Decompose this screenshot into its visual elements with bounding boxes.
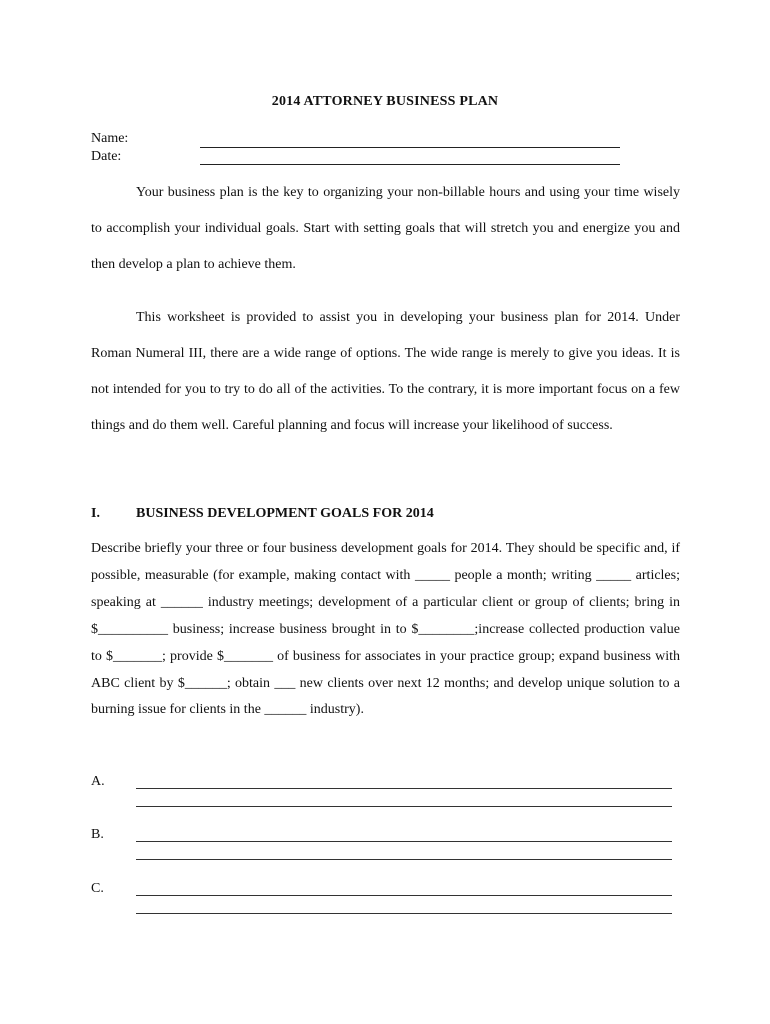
goal-c-label: C. [91, 881, 104, 896]
goal-a-line-1[interactable] [136, 788, 672, 789]
section-1-numeral: I. [91, 506, 100, 521]
goal-a-label: A. [91, 774, 105, 789]
goal-b-line-1[interactable] [136, 841, 672, 842]
goal-b-line-2[interactable] [136, 859, 672, 860]
intro-paragraph-2-text: This worksheet is provided to assist you in developing your business plan for 2014. Under Roman Numeral III, there are a wide range of options. The wide range is merely to give you ideas. It is not intended for you to try to do all of the activities. To the contrary, it is more important focus on a few things and do them well. Careful planning and focus will increase your likelihood of success. [91, 310, 680, 433]
document-title: 2014 ATTORNEY BUSINESS PLAN [271, 94, 499, 109]
intro-paragraph-1 [91, 175, 680, 283]
section-1-heading: BUSINESS DEVELOPMENT GOALS FOR 2014 [136, 506, 434, 521]
goal-a-line-2[interactable] [136, 806, 672, 807]
goal-c-line-2[interactable] [136, 913, 672, 914]
date-label: Date: [91, 149, 122, 164]
goal-b-label: B. [91, 827, 104, 842]
intro-paragraph-1-text: Your business plan is the key to organizing your non-billable hours and using your time wisely to accomplish your individual goals. Start with setting goals that will stretch you and energize you and then develop a plan to achieve them. [91, 185, 680, 272]
intro-paragraph-2 [91, 300, 680, 444]
goal-c-line-1[interactable] [136, 895, 672, 896]
date-field-line[interactable] [200, 164, 620, 165]
name-label: Name: [91, 131, 129, 146]
name-field-line[interactable] [200, 147, 620, 148]
section-1-description: Describe briefly your three or four business development goals for 2014. They should be specific and, if possible, measurable (for example, making contact with _____ people a month; writing _____ articles; speaking at ______ industry meetings; development of a particular client or group of clients; bring in $__________ business; increase business brought in to $________;increase collected production value to $_______; provide $_______ of business for associates in your practice group; expand business with ABC client by $______; obtain ___ new clients over next 12 months; and develop unique solution to a burning issue for clients in the ______ industry). [91, 541, 680, 718]
